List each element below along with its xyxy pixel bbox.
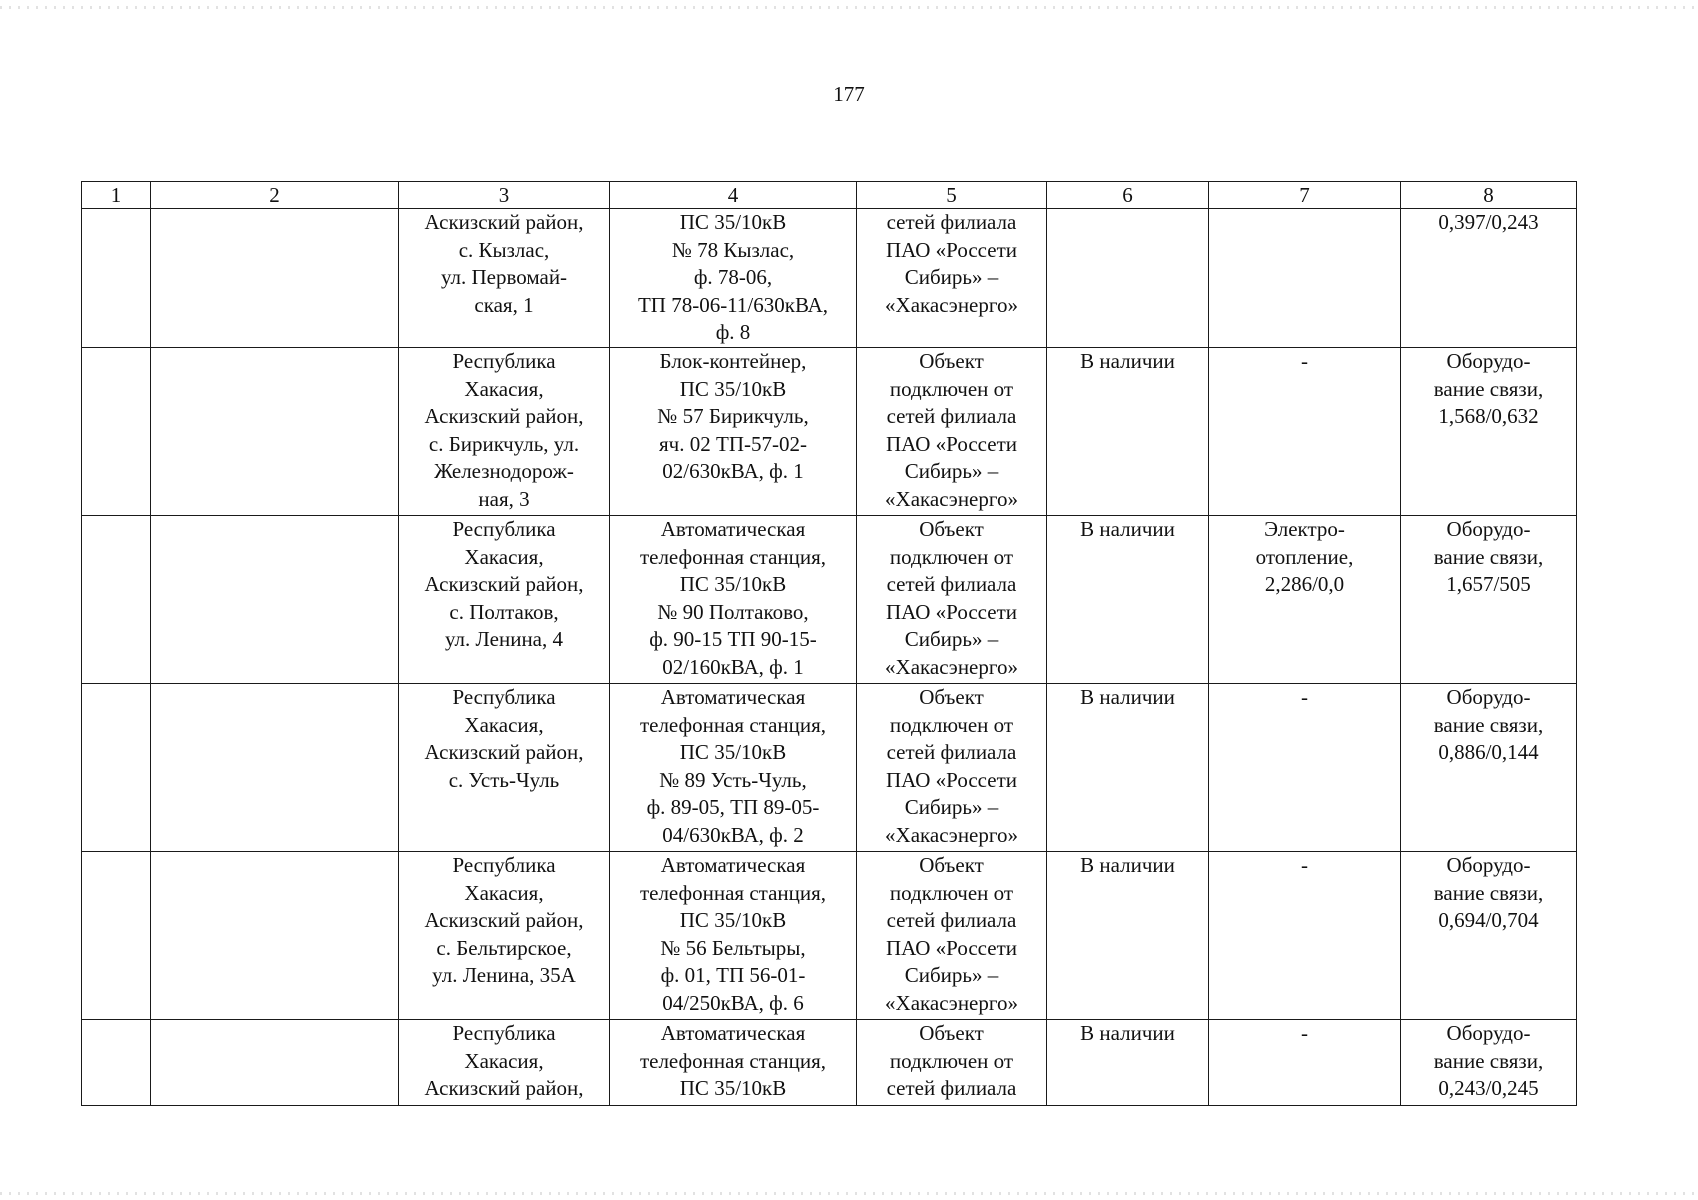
cell-address: Аскизский район, с. Кызлас, ул. Первомай- ская, 1 [399, 209, 610, 348]
table-row [82, 1020, 1577, 1106]
data-table [81, 181, 1577, 1106]
cell-substation: Автоматическая телефонная станция, ПС 35/10кВ [610, 1020, 857, 1106]
cell-availability: В наличии [1047, 684, 1209, 852]
scan-artifact-bottom [0, 1192, 1698, 1195]
cell-substation: Блок-контейнер, ПС 35/10кВ № 57 Бирикчуль, яч. 02 ТП-57-02- 02/630кВА, ф. 1 [610, 348, 857, 516]
table-row [82, 852, 1577, 1020]
scan-artifact-top [0, 6, 1698, 9]
cell-heating: - [1209, 852, 1401, 1020]
cell-equipment: Оборудо- вание связи, 0,243/0,245 [1401, 1020, 1577, 1106]
header-cell-3: 3 [399, 182, 610, 209]
cell-availability [1047, 209, 1209, 348]
cell-number [82, 516, 151, 684]
header-cell-8: 8 [1401, 182, 1577, 209]
cell-heating: Электро- отопление, 2,286/0,0 [1209, 516, 1401, 684]
header-cell-7: 7 [1209, 182, 1401, 209]
cell-number [82, 1020, 151, 1106]
cell-substation: Автоматическая телефонная станция, ПС 35/10кВ № 90 Полтаково, ф. 90-15 ТП 90-15- 02/160кВА, ф. 1 [610, 516, 857, 684]
cell-substation: ПС 35/10кВ № 78 Кызлас, ф. 78-06, ТП 78-06-11/630кВА, ф. 8 [610, 209, 857, 348]
cell-number [82, 684, 151, 852]
cell-name [151, 516, 399, 684]
page-number: 177 [833, 82, 865, 106]
cell-connection: сетей филиала ПАО «Россети Сибирь» – «Хакасэнерго» [857, 209, 1047, 348]
cell-heating: - [1209, 348, 1401, 516]
header-cell-2: 2 [151, 182, 399, 209]
cell-name [151, 852, 399, 1020]
cell-connection: Объект подключен от сетей филиала ПАО «Россети Сибирь» – «Хакасэнерго» [857, 516, 1047, 684]
cell-availability: В наличии [1047, 516, 1209, 684]
cell-number [82, 348, 151, 516]
header-cell-5: 5 [857, 182, 1047, 209]
header-cell-4: 4 [610, 182, 857, 209]
header-cell-6: 6 [1047, 182, 1209, 209]
cell-name [151, 348, 399, 516]
cell-availability: В наличии [1047, 1020, 1209, 1106]
cell-connection: Объект подключен от сетей филиала ПАО «Россети Сибирь» – «Хакасэнерго» [857, 348, 1047, 516]
cell-heating [1209, 209, 1401, 348]
cell-availability: В наличии [1047, 348, 1209, 516]
cell-address: Республика Хакасия, Аскизский район, [399, 1020, 610, 1106]
header-row [82, 182, 1577, 209]
cell-connection: Объект подключен от сетей филиала ПАО «Россети Сибирь» – «Хакасэнерго» [857, 684, 1047, 852]
cell-address: Республика Хакасия, Аскизский район, с. Бельтирское, ул. Ленина, 35А [399, 852, 610, 1020]
cell-substation: Автоматическая телефонная станция, ПС 35/10кВ № 56 Бельтыры, ф. 01, ТП 56-01- 04/250кВА, ф. 6 [610, 852, 857, 1020]
cell-address: Республика Хакасия, Аскизский район, с. Полтаков, ул. Ленина, 4 [399, 516, 610, 684]
cell-number [82, 852, 151, 1020]
table-row [82, 684, 1577, 852]
cell-heating: - [1209, 684, 1401, 852]
cell-number [82, 209, 151, 348]
cell-address: Республика Хакасия, Аскизский район, с. Усть-Чуль [399, 684, 610, 852]
cell-name [151, 684, 399, 852]
cell-equipment: Оборудо- вание связи, 1,657/505 [1401, 516, 1577, 684]
cell-substation: Автоматическая телефонная станция, ПС 35/10кВ № 89 Усть-Чуль, ф. 89-05, ТП 89-05- 04/630кВА, ф. 2 [610, 684, 857, 852]
table-row [82, 516, 1577, 684]
cell-connection: Объект подключен от сетей филиала ПАО «Россети Сибирь» – «Хакасэнерго» [857, 852, 1047, 1020]
cell-equipment: Оборудо- вание связи, 1,568/0,632 [1401, 348, 1577, 516]
cell-equipment: Оборудо- вание связи, 0,694/0,704 [1401, 852, 1577, 1020]
cell-availability: В наличии [1047, 852, 1209, 1020]
cell-name [151, 1020, 399, 1106]
cell-connection: Объект подключен от сетей филиала [857, 1020, 1047, 1106]
cell-name [151, 209, 399, 348]
cell-heating: - [1209, 1020, 1401, 1106]
header-cell-1: 1 [82, 182, 151, 209]
table-row [82, 209, 1577, 348]
cell-equipment: 0,397/0,243 [1401, 209, 1577, 348]
table-row [82, 348, 1577, 516]
cell-equipment: Оборудо- вание связи, 0,886/0,144 [1401, 684, 1577, 852]
cell-address: Республика Хакасия, Аскизский район, с. Бирикчуль, ул. Железнодорож- ная, 3 [399, 348, 610, 516]
